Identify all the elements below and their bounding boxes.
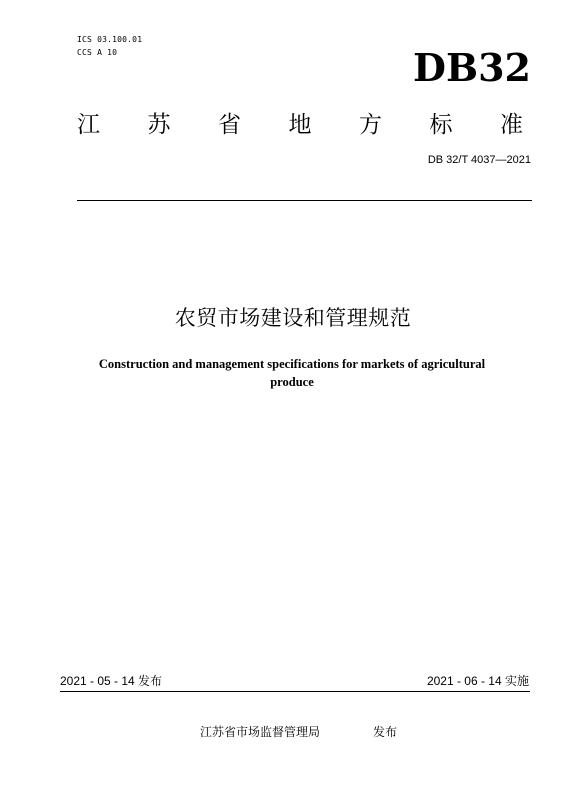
standard-number: DB 32/T 4037—2021 bbox=[427, 154, 531, 166]
issuing-authority: 江苏省市场监督管理局 bbox=[200, 725, 321, 739]
ccs-code: CCS A 10 bbox=[77, 48, 118, 57]
english-title-line: Construction and management specifications for markets of agricultural bbox=[98, 357, 486, 371]
classification-codes bbox=[77, 33, 142, 59]
standard-type-char: 省 bbox=[218, 112, 241, 138]
footer-divider bbox=[60, 691, 530, 692]
standard-type-char: 地 bbox=[288, 112, 312, 138]
standard-type-char: 方 bbox=[359, 112, 382, 138]
standard-type-heading bbox=[77, 110, 523, 140]
header-divider bbox=[77, 200, 532, 201]
implementation-date: 2021 - 06 - 14 实施 bbox=[426, 674, 529, 688]
standard-type-char: 江 bbox=[77, 112, 100, 138]
standard-type-char: 苏 bbox=[147, 112, 171, 138]
english-title-line: produce bbox=[270, 375, 314, 389]
release-date: 2021 - 05 - 14 发布 bbox=[60, 674, 163, 688]
standard-type-char: 准 bbox=[500, 112, 523, 138]
db-logo: DB32 bbox=[413, 45, 531, 90]
standard-type-char: 标 bbox=[429, 112, 453, 138]
issue-label: 发布 bbox=[373, 725, 398, 739]
document-title-chinese: 农贸市场建设和管理规范 bbox=[174, 306, 412, 330]
document-title-english bbox=[77, 355, 507, 391]
ics-code: ICS 03.100.01 bbox=[77, 35, 143, 44]
